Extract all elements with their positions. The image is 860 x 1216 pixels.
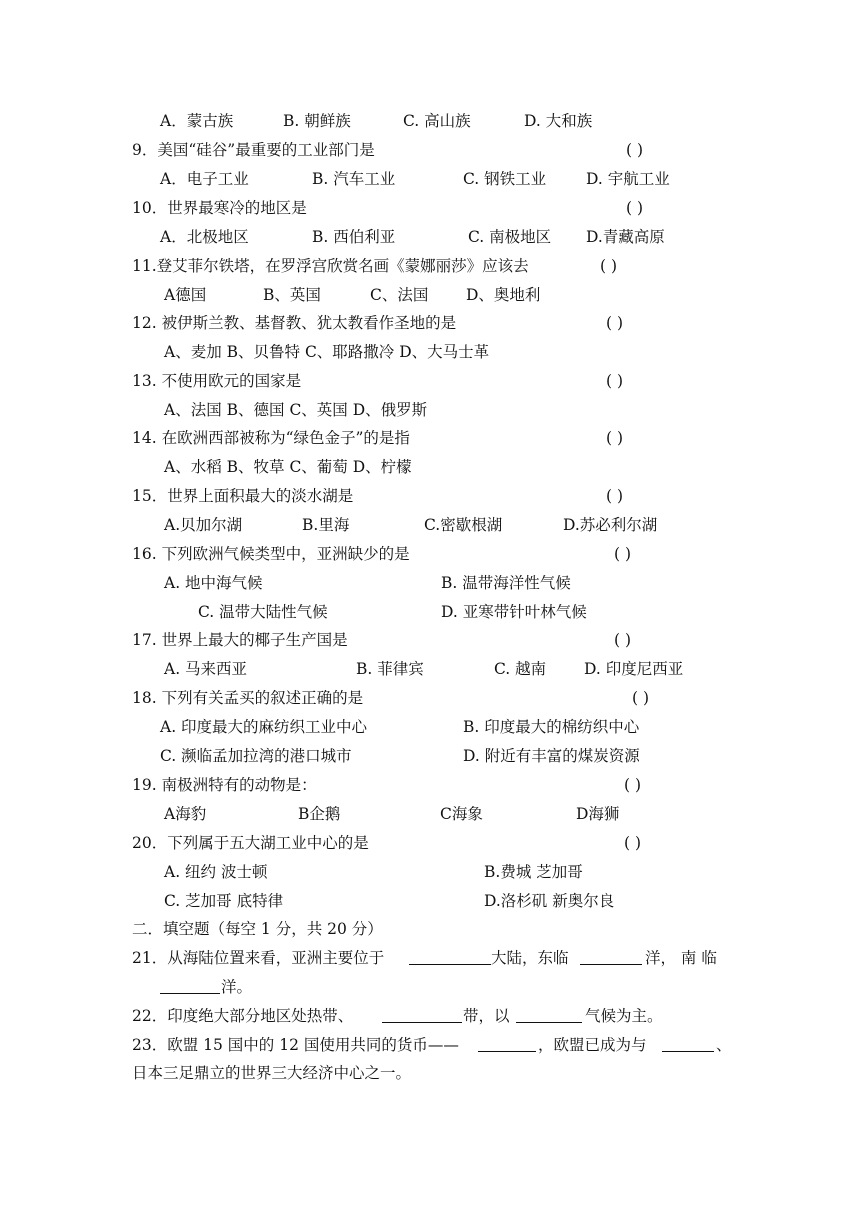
line-segment: C. 高山族 [403, 112, 471, 130]
question-line: A德国 [164, 286, 207, 304]
line-segment: B. 汽车工业 [312, 170, 396, 188]
answer-blank [516, 1006, 582, 1026]
line-segment: B. 菲律宾 [356, 660, 424, 678]
line-segment: C. 南极地区 [468, 228, 552, 246]
line-segment: B企鹅 [298, 805, 341, 823]
question-line: 18. 下列有关孟买的叙述正确的是 [132, 689, 364, 707]
line-segment: B、英国 [263, 286, 321, 304]
question-line: 16. 下列欧洲气候类型中，亚洲缺少的是 [132, 545, 410, 563]
question-line: 10．世界最寒冷的地区是 [132, 199, 307, 217]
line-segment: B. 西伯利亚 [312, 228, 396, 246]
question-line: A海豹 [164, 805, 207, 823]
question-line: 22．印度绝大部分地区处热带、 [132, 1007, 354, 1025]
line-segment: C、法国 [370, 286, 429, 304]
question-line: 13. 不使用欧元的国家是 [132, 372, 302, 390]
line-segment: D.苏必利尔湖 [563, 516, 658, 534]
line-segment: D、奥地利 [466, 286, 541, 304]
line-segment: B. 朝鲜族 [283, 112, 351, 130]
answer-blank [409, 948, 491, 968]
blank-underline [662, 1036, 714, 1052]
blank-underline [409, 949, 491, 965]
question-line: 15．世界上面积最大的淡水湖是 [132, 487, 354, 505]
question-line: A．蒙古族 [160, 112, 234, 130]
line-segment: ( ) [624, 834, 642, 852]
line-segment: ( ) [600, 257, 618, 275]
question-line: A. 纽约 波士顿 [164, 863, 268, 881]
line-segment: D. 亚寒带针叶林气候 [441, 603, 587, 621]
line-segment: ( ) [626, 141, 644, 159]
question-line: A、水稻 B、牧草 C、葡萄 D、柠檬 [164, 458, 412, 476]
question-line: 17. 世界上最大的椰子生产国是 [132, 631, 348, 649]
blank-underline [580, 949, 642, 965]
line-segment: B. 温带海洋性气候 [441, 574, 571, 592]
line-segment: 洋。 [221, 978, 253, 996]
line-segment: ( ) [624, 776, 642, 794]
blank-underline [160, 978, 220, 994]
blank-underline [516, 1007, 582, 1023]
line-segment: D. 附近有丰富的煤炭资源 [463, 747, 640, 765]
line-segment: ( ) [606, 429, 624, 447]
question-line: 二．填空题（每空 1 分，共 20 分） [132, 920, 383, 938]
line-segment: C. 越南 [494, 660, 547, 678]
line-segment: 气候为主。 [585, 1007, 663, 1025]
line-segment: D. 大和族 [524, 112, 593, 130]
question-line: C. 温带大陆性气候 [198, 603, 328, 621]
question-line: 9．美国“硅谷”最重要的工业部门是 [132, 141, 375, 159]
answer-blank [580, 948, 642, 968]
line-segment: C海象 [440, 805, 483, 823]
line-segment: D.洛杉矶 新奥尔良 [484, 892, 615, 910]
question-line: 19. 南极洲特有的动物是： [132, 776, 317, 794]
line-segment: D. 宇航工业 [586, 170, 670, 188]
line-segment: ( ) [626, 199, 644, 217]
line-segment: ( ) [606, 487, 624, 505]
question-line: 11.登艾菲尔铁塔，在罗浮宫欣赏名画《蒙娜丽莎》应该去 [132, 257, 529, 275]
line-segment: C. 钢铁工业 [463, 170, 547, 188]
question-line: A.贝加尔湖 [164, 516, 243, 534]
answer-blank [662, 1035, 714, 1055]
line-segment: 洋， 南 临 [645, 949, 717, 967]
question-line: A. 马来西亚 [164, 660, 248, 678]
line-segment: ( ) [632, 689, 650, 707]
question-line: A. 地中海气候 [164, 574, 263, 592]
question-line: 20．下列属于五大湖工业中心的是 [132, 834, 369, 852]
line-segment: B. 印度最大的棉纺织中心 [463, 718, 640, 736]
question-line: C. 芝加哥 底特律 [164, 892, 284, 910]
blank-underline [382, 1007, 462, 1023]
blank-underline [478, 1036, 536, 1052]
question-line: 21．从海陆位置来看，亚洲主要位于 [132, 949, 385, 967]
question-line: A、麦加 B、贝鲁特 C、耶路撒冷 D、大马士革 [164, 343, 490, 361]
question-line: A．电子工业 [160, 170, 249, 188]
answer-blank [478, 1035, 536, 1055]
line-segment: ，欧盟已成为与 [538, 1036, 647, 1054]
line-segment: ( ) [614, 631, 632, 649]
line-segment: B.里海 [302, 516, 350, 534]
line-segment: D.青藏高原 [586, 228, 665, 246]
line-segment: 、 [716, 1036, 732, 1054]
answer-blank [382, 1006, 462, 1026]
question-line: A．北极地区 [160, 228, 249, 246]
question-line: 12. 被伊斯兰教、基督教、犹太教看作圣地的是 [132, 314, 457, 332]
line-segment: 带，以 [463, 1007, 510, 1025]
question-line: A. 印度最大的麻纺织工业中心 [160, 718, 368, 736]
line-segment: ( ) [606, 372, 624, 390]
question-line: 日本三足鼎立的世界三大经济中心之一。 [132, 1064, 412, 1082]
line-segment: C.密歇根湖 [424, 516, 503, 534]
line-segment: D. 印度尼西亚 [584, 660, 684, 678]
line-segment: ( ) [606, 314, 624, 332]
answer-blank [160, 977, 220, 997]
line-segment: B.费城 芝加哥 [484, 863, 583, 881]
question-line: A、法国 B、德国 C、英国 D、俄罗斯 [164, 401, 428, 419]
line-segment: D海狮 [576, 805, 620, 823]
question-line: C. 濒临孟加拉湾的港口城市 [160, 747, 352, 765]
question-line: 23．欧盟 15 国中的 12 国使用共同的货币—— [132, 1036, 459, 1054]
question-line: 14. 在欧洲西部被称为“绿色金子”的是指 [132, 429, 410, 447]
line-segment: ( ) [614, 545, 632, 563]
line-segment: 大陆，东临 [491, 949, 569, 967]
